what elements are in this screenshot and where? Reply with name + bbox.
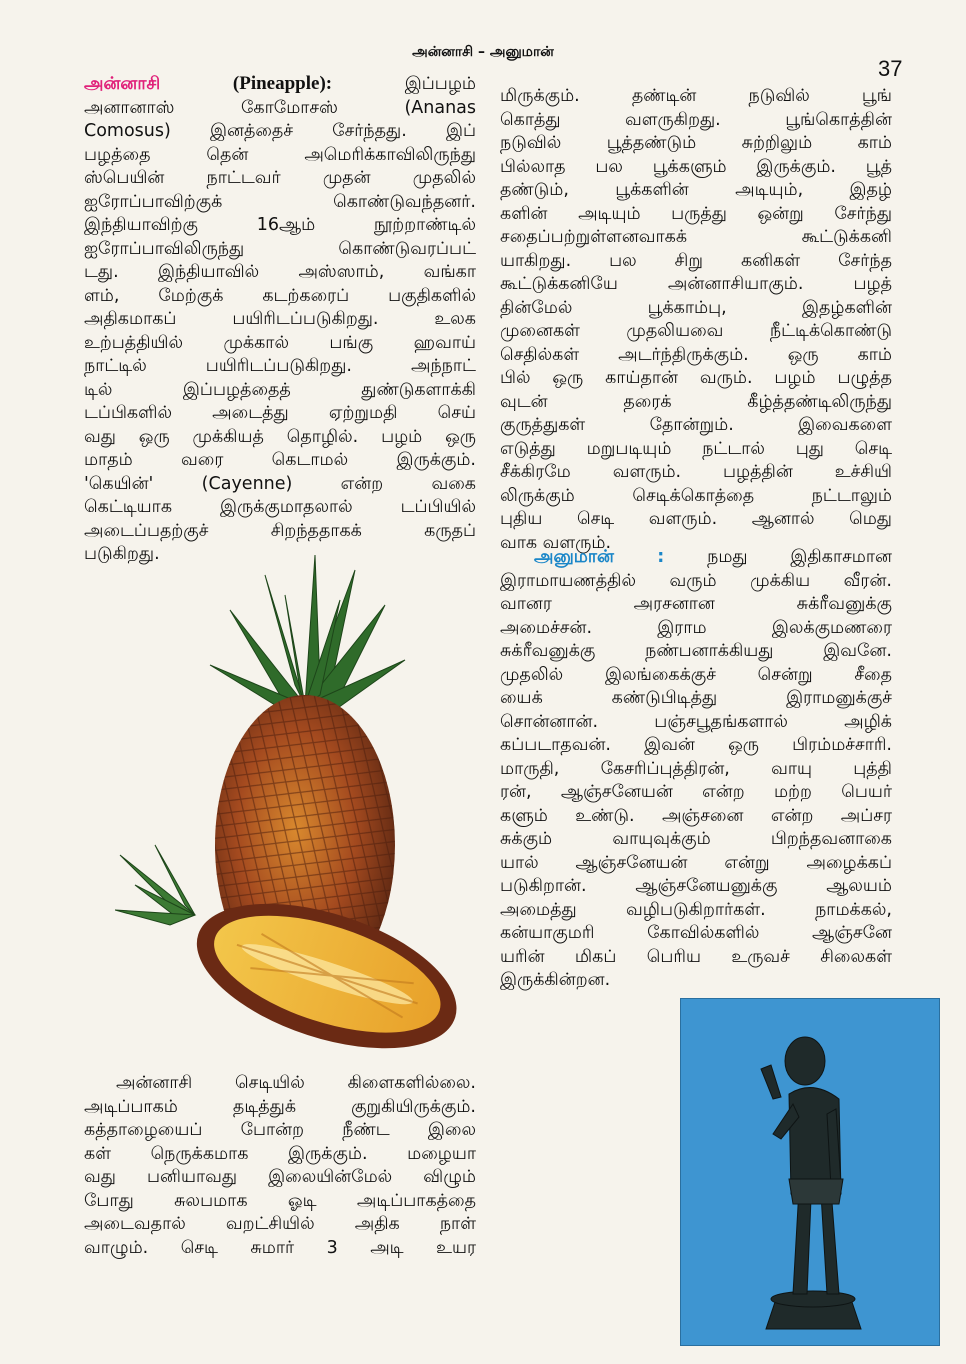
text-line: வுடன் தரைக் கீழ்த்தண்டிலிருந்து [500, 391, 892, 412]
pineapple-entry-continued [500, 85, 892, 555]
text-line: படுகிறான். ஆஞ்சனேயனுக்கு ஆலயம் [500, 876, 892, 896]
text-line: செதில்கள் அடர்ந்திருக்கும். ஒரு காம் [500, 344, 892, 365]
text-line: இப்பழம் [404, 74, 476, 94]
text-line: முதலில் இலங்கைக்குச் சென்று சீதை [500, 664, 892, 685]
text-line: பில் ஒரு காய்தான் வரும். பழம் பழுத்த [500, 368, 892, 388]
text-line: வாக வளரும். [500, 532, 612, 553]
pineapple-term: அன்னாசி [84, 74, 161, 94]
pineapple-illustration [115, 555, 475, 1075]
text-line: அமைத்து வழிபடுகிறார்கள். நாமக்கல், [500, 899, 892, 920]
hanuman-statue-photo [680, 998, 940, 1346]
text-line: சுக்ரீவனுக்கு நண்பனாக்கியது இவனே. [500, 641, 892, 661]
statue-icon [681, 999, 939, 1345]
text-line: இருக்கின்றன. [500, 970, 611, 990]
text-line: களும் உண்டு. அஞ்சனை என்ற அப்சர [500, 805, 892, 826]
text-line: பழத்தை தென் அமெரிக்காவிலிருந்து [84, 144, 476, 165]
text-line: யைக் கண்டுபிடித்து இராமனுக்குச் [500, 688, 892, 708]
text-line: அன்னாசி செடியில் கிளைகளில்லை. [116, 1073, 476, 1093]
text-line: மாருதி, கேசரிப்புத்திரன், வாயு புத்தி [500, 758, 892, 779]
text-line: எடுத்து மறுபடியும் நட்டால் புது செடி [500, 438, 892, 459]
text-line: டில் இப்பழத்தைத் துண்டுகளாக்கி [84, 379, 476, 400]
text-line: நடுவில் பூத்தண்டும் சுற்றிலும் காம் [500, 133, 892, 153]
pineapple-entry [84, 72, 476, 567]
text-line: சொன்னான். பஞ்சபூதங்களால் அழிக் [500, 711, 892, 732]
text-line: Comosus) இனத்தைச் சேர்ந்தது. இப் [84, 121, 476, 141]
text-line: இராமாயணத்தில் வரும் முக்கிய வீரன். [500, 570, 892, 591]
text-line: 'கெயின்' (Cayenne) என்ற வகை [84, 473, 476, 494]
text-line: வானர அரசனான சுக்ரீவனுக்கு [500, 594, 892, 614]
text-line: ளம், மேற்குக் கடற்கரைப் பகுதிகளில் [84, 285, 476, 306]
running-title: அன்னாசி – அனுமான் [412, 44, 554, 60]
text-line: கன்யாகுமரி கோவில்களில் ஆஞ்சனே [500, 923, 892, 943]
text-line: சதைப்பற்றுள்ளனவாகக் கூட்டுக்கனி [500, 227, 892, 247]
text-line: வது ஒரு முக்கியத் தொழில். பழம் ஒரு [84, 426, 476, 447]
text-line: கெட்டியாக இருக்குமாதலால் டப்பியில் [84, 497, 476, 517]
text-line: குருத்துகள் தோன்றும். இவைகளை [500, 415, 892, 435]
text-line: தின்மேல் பூக்காம்பு, இதழ்களின் [500, 297, 892, 318]
text-line: கத்தாழையைப் போன்ற நீண்ட இலை [84, 1120, 476, 1140]
text-line: டது. இந்தியாவில் அஸ்ஸாம், வங்கா [84, 262, 476, 282]
text-line: யரின் மிகப் பெரிய உருவச் சிலைகள் [500, 946, 892, 967]
text-line: அடிப்பாகம் தடித்துக் குறுகியிருக்கும். [84, 1096, 476, 1117]
text-line: ஸ்பெயின் நாட்டவர் முதன் முதலில் [84, 168, 476, 188]
text-line: மாதம் வரை கெடாமல் இருக்கும். [84, 450, 476, 470]
text-line: ஐரோப்பாவிற்குக் கொண்டுவந்தனர். [84, 191, 476, 212]
text-line: யாகிறது. பல சிறு கனிகள் சேர்ந்த [500, 250, 892, 271]
text-line: வது பனியாவது இலையின்மேல் விழும் [84, 1167, 476, 1187]
text-line: அனானாஸ் கோமோசஸ் (Ananas [84, 97, 476, 118]
pineapple-entry-heading-line [84, 72, 476, 97]
text-line: அதிகமாகப் பயிரிடப்படுகிறது. உலக [84, 309, 476, 329]
pineapple-continuation [84, 1072, 476, 1260]
text-line: நாட்டில் பயிரிடப்படுகிறது. அந்நாட் [84, 356, 476, 376]
text-line: சீக்கிரமே வளரும். பழத்தின் உச்சியி [500, 462, 892, 482]
pineapple-english: (Pineapple): [232, 73, 333, 94]
text-line: அமைச்சன். இராம இலக்குமணரை [500, 617, 892, 638]
hanuman-entry-heading-line [500, 546, 892, 570]
text-line: படுகிறது. [84, 544, 160, 564]
text-line: நமது இதிகாசமான [707, 547, 892, 567]
text-line: அடைப்பதற்குச் சிறந்ததாகக் கருதப் [84, 520, 476, 541]
text-line: வாழும். செடி சுமார் 3 அடி உயர [84, 1237, 476, 1258]
text-line: அடைவதால் வறட்சியில் அதிக நாள் [84, 1214, 476, 1234]
text-line: டப்பிகளில் அடைத்து ஏற்றுமதி செய் [84, 403, 476, 423]
text-line: ரன், ஆஞ்சனேயன் என்ற மற்ற பெயர் [500, 782, 892, 802]
text-line: சுக்கும் வாயுவுக்கும் பிறந்தவனாகை [500, 829, 892, 849]
page-number: 37 [878, 56, 903, 81]
text-line: தண்டும், பூக்களின் அடியும், இதழ் [500, 180, 892, 200]
text-line: கள் நெருக்கமாக இருக்கும். மழையா [84, 1143, 476, 1164]
text-line: மிருக்கும். தண்டின் நடுவில் பூங் [500, 86, 892, 106]
text-line: முனைகள் முதலியவை நீட்டிக்கொண்டு [500, 321, 892, 341]
text-line: இந்தியாவிற்கு 16ஆம் நூற்றாண்டில் [84, 215, 476, 235]
text-line: உற்பத்தியில் முக்கால் பங்கு ஹவாய் [84, 332, 476, 353]
text-line: யால் ஆஞ்சனேயன் என்று அழைக்கப் [500, 852, 892, 873]
text-line: போது சுலபமாக ஓடி அடிப்பாகத்தை [84, 1190, 476, 1211]
text-line: ஐரோப்பாவிலிருந்து கொண்டுவரப்பட் [84, 238, 476, 259]
hanuman-term: அனுமான் : [534, 547, 665, 567]
text-line: கொத்து வளருகிறது. பூங்கொத்தின் [500, 109, 892, 130]
hanuman-entry [500, 546, 892, 993]
text-line: புதிய செடி வளரும். ஆனால் மெது [500, 509, 892, 529]
text-line: கப்படாதவன். இவன் ஒரு பிரம்மச்சாரி. [500, 735, 892, 755]
text-line: களின் அடியும் பருத்து ஒன்று சேர்ந்து [500, 203, 892, 224]
text-line: லிருக்கும் செடிக்கொத்தை நட்டாலும் [500, 485, 892, 506]
text-line: பில்லாத பல பூக்களும் இருக்கும். பூத் [500, 156, 892, 177]
text-line: கூட்டுக்கனியே அன்னாசியாகும். பழத் [500, 274, 892, 294]
